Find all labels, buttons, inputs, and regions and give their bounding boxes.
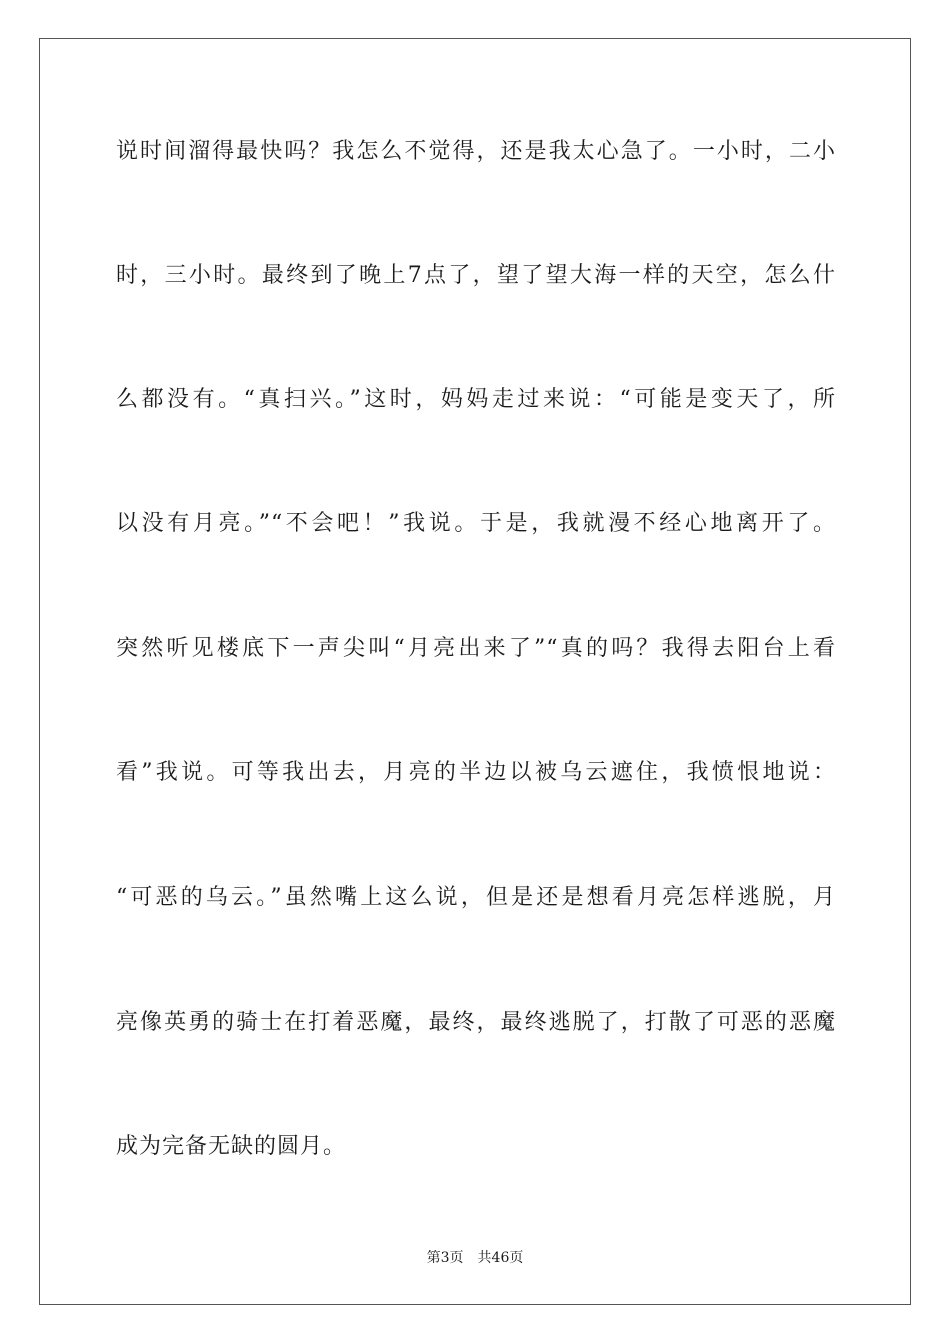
body-text-line: 突然听见楼底下一声尖叫“月亮出来了”“真的吗？我得去阳台上看 <box>116 636 836 661</box>
page-footer <box>0 1248 950 1268</box>
total-pages: 共46页 <box>477 1250 524 1266</box>
page-number: 第3页 <box>426 1250 464 1266</box>
body-text-line: 时，三小时。最终到了晚上7点了，望了望大海一样的天空，怎么什 <box>116 263 836 288</box>
body-text-line: 么都没有。“真扫兴。”这时，妈妈走过来说：“可能是变天了，所 <box>116 387 836 412</box>
body-text-line: “可恶的乌云。”虽然嘴上这么说，但是还是想看月亮怎样逃脱，月 <box>116 885 836 910</box>
page-border <box>39 38 911 1305</box>
body-text-line: 看”我说。可等我出去，月亮的半边以被乌云遮住，我愤恨地说： <box>116 760 836 785</box>
body-text-line: 亮像英勇的骑士在打着恶魔，最终，最终逃脱了，打散了可恶的恶魔 <box>116 1010 836 1035</box>
body-text-line: 说时间溜得最快吗？我怎么不觉得，还是我太心急了。一小时，二小 <box>116 139 836 164</box>
body-text-line: 以没有月亮。”“不会吧！”我说。于是，我就漫不经心地离开了。 <box>116 511 836 536</box>
body-text-line: 成为完备无缺的圆月。 <box>116 1134 347 1159</box>
